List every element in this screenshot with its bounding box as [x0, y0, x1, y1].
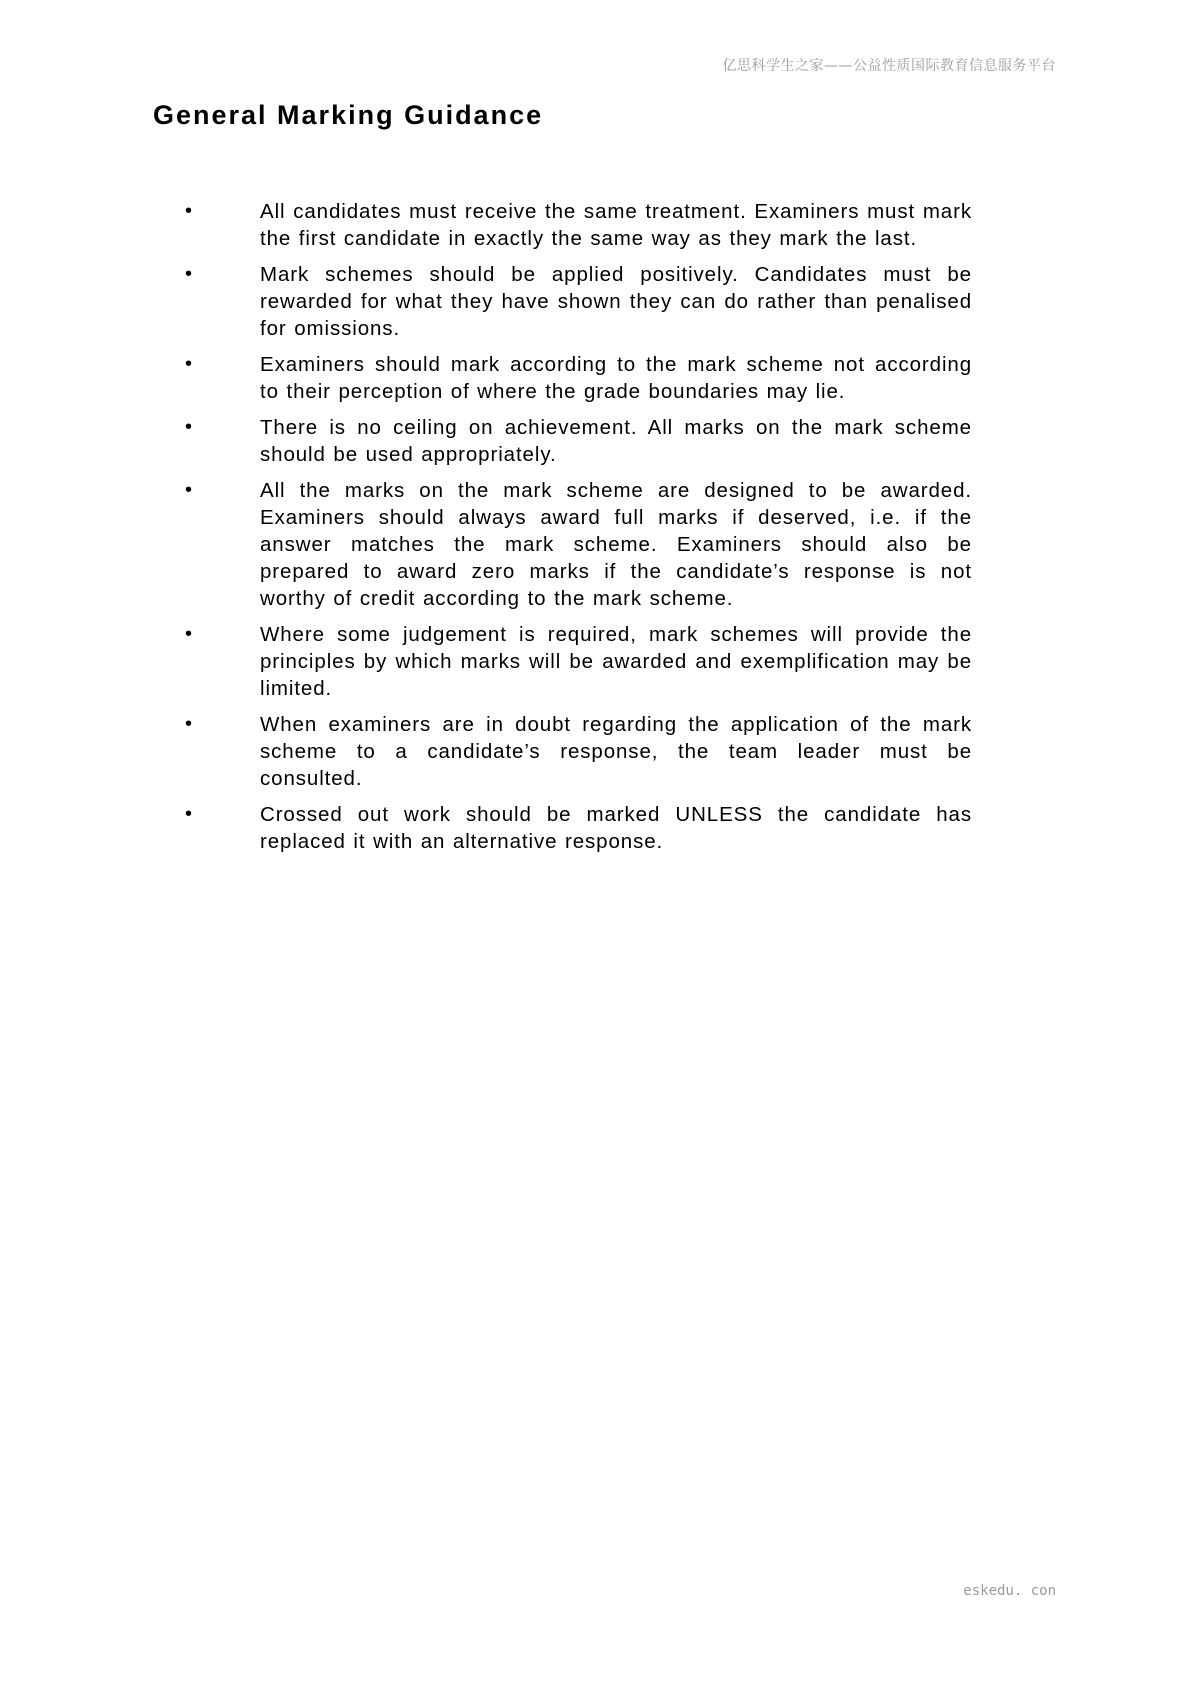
list-item: [185, 414, 972, 468]
list-item-text: Where some judgement is required, mark schemes will provide the principles by which marks will be awarded and exemplification may be limited.: [260, 623, 972, 700]
list-item: [185, 801, 972, 855]
list-item: [185, 477, 972, 612]
page-title: General Marking Guidance: [153, 100, 544, 130]
list-item: [185, 198, 972, 252]
footer-watermark: eskedu. con: [963, 1583, 1056, 1599]
bullet-icon: •: [185, 479, 193, 501]
bullet-icon: •: [185, 416, 193, 438]
list-item-text: All candidates must receive the same treatment. Examiners must mark the first candidate in exactly the same way as they mark the last.: [260, 200, 972, 250]
list-item-text: Examiners should mark according to the mark scheme not according to their perception of where the grade boundaries may lie.: [260, 353, 972, 403]
list-item-text: Mark schemes should be applied positively. Candidates must be rewarded for what they have shown they can do rather than penalised for omissions.: [260, 263, 972, 340]
bullet-icon: •: [185, 200, 193, 222]
header-watermark: 亿思科学生之家——公益性质国际教育信息服务平台: [722, 58, 1056, 74]
list-item: [185, 261, 972, 342]
list-item: [185, 351, 972, 405]
bullet-icon: •: [185, 353, 193, 375]
list-item: [185, 621, 972, 702]
list-item-text: All the marks on the mark scheme are designed to be awarded. Examiners should always award full marks if deserved, i.e. if the answer matches the mark scheme. Examiners should also be prepared to award zero marks if the candidate’s response is not worthy of credit according to the mark scheme.: [260, 479, 972, 610]
guidance-list: [185, 198, 972, 864]
bullet-icon: •: [185, 623, 193, 645]
bullet-icon: •: [185, 713, 193, 735]
list-item: [185, 711, 972, 792]
list-item-text: When examiners are in doubt regarding the application of the mark scheme to a candidate’s response, the team leader must be consulted.: [260, 713, 972, 790]
list-item-text: There is no ceiling on achievement. All marks on the mark scheme should be used appropriately.: [260, 416, 972, 466]
list-item-text: Crossed out work should be marked UNLESS the candidate has replaced it with an alternative response.: [260, 803, 972, 853]
bullet-icon: •: [185, 263, 193, 285]
bullet-icon: •: [185, 803, 193, 825]
